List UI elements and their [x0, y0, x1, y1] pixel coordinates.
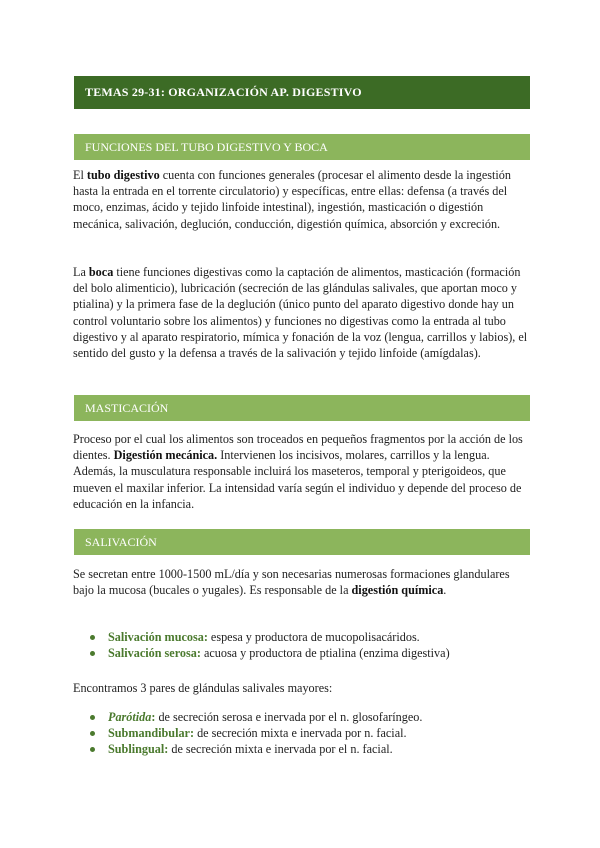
document-title: TEMAS 29-31: ORGANIZACIÓN AP. DIGESTIVO [85, 85, 362, 99]
list-item: Parótida: de secreción serosa e inervada por el n. glosofaríngeo. [90, 709, 530, 725]
section-heading-text: FUNCIONES DEL TUBO DIGESTIVO Y BOCA [85, 139, 328, 154]
list-item-term: Salivación mucosa: [108, 630, 208, 644]
bullet-icon [90, 747, 95, 752]
list-item-term: Salivación serosa: [108, 646, 201, 661]
document-title-bar [74, 76, 530, 109]
paragraph-glandulas-intro: Encontramos 3 pares de glándulas salivales mayores: [73, 681, 333, 695]
list-item-text: de secreción mixta e inervada por el n. facial. [168, 742, 393, 757]
section-heading-text: SALIVACIÓN [85, 534, 157, 549]
bold-term: Digestión mecánica. [113, 448, 218, 463]
paragraph-boca: La boca tiene funciones digestivas como la captación de alimentos, masticación (formación del bolo alimenticio), lubricación (secreción de las glándulas salivales, que aportan moco y ptialina) y la primera fase de la deglución (único punto del aparato digestivo donde hay un control voluntario sobre los alimentos) y funciones no digestivas como la entrada al tubo digestivo y al aparato respiratorio, mímica y fonación de la voz (lengua, carrillos y labios), el sentido del gusto y la defensa a través de la salivación y tejido linfoide (amígdalas). [73, 265, 528, 361]
list-item-term: Parótida [108, 710, 152, 724]
list-item: Sublingual: de secreción mixta e inervada por el n. facial. [90, 741, 530, 757]
paragraph-salivacion: Se secretan entre 1000-1500 mL/día y son necesarias numerosas formaciones glandulares bajo la mucosa (bucales o yugales). Es responsable de la digestión química. [73, 567, 510, 598]
glands-list [90, 709, 530, 758]
section-heading-salivacion [74, 529, 530, 555]
list-item-term: Submandibular [108, 726, 190, 741]
list-item-text: acuosa y productora de ptialina (enzima digestiva) [200, 646, 450, 661]
list-item [90, 645, 530, 661]
section-heading-text: MASTICACIÓN [85, 400, 169, 415]
bold-term: digestión química [351, 583, 444, 598]
bullet-icon [90, 635, 95, 640]
saliva-types-list [90, 629, 530, 661]
bold-term: tubo digestivo [86, 168, 160, 182]
paragraph-tubo-digestivo: El tubo digestivo cuenta con funciones generales (procesar el alimento desde la ingestión hasta la entrada en el torrente circulatorio) y específicas, entre ellas: defensa (a través del moco, enzimas, ácido y tejido linfoide intestinal), ingestión, masticación o digestión mecánica, salivación, deglución, conducción, digestión química, absorción y excreción. [73, 168, 511, 231]
list-item-term: Sublingual [108, 742, 165, 757]
bold-term: boca [88, 265, 114, 279]
list-item-text: espesa y productora de mucopolisacáridos. [207, 630, 420, 644]
list-item: Submandibular: de secreción mixta e inervada por n. facial. [90, 725, 530, 741]
list-item [90, 629, 530, 645]
list-item-text: de secreción serosa e inervada por el n. glosofaríngeo. [155, 710, 423, 724]
bullet-icon [90, 651, 95, 656]
bullet-icon [90, 731, 95, 736]
bullet-icon [90, 715, 95, 720]
section-heading-masticacion [74, 395, 530, 421]
paragraph-masticacion: Proceso por el cual los alimentos son troceados en pequeños fragmentos por la acción de los dientes. Digestión mecánica. Intervienen los incisivos, molares, carrillos y la lengua. Además, la musculatura responsable incluirá los maseteros, temporal y pterigoideos, que mueven el maxilar inferior. La intensidad varía según el individuo y depende del proceso de educación en la infancia. [73, 432, 523, 511]
section-heading-funciones [74, 134, 530, 160]
list-item-text: de secreción mixta e inervada por n. facial. [194, 726, 407, 741]
